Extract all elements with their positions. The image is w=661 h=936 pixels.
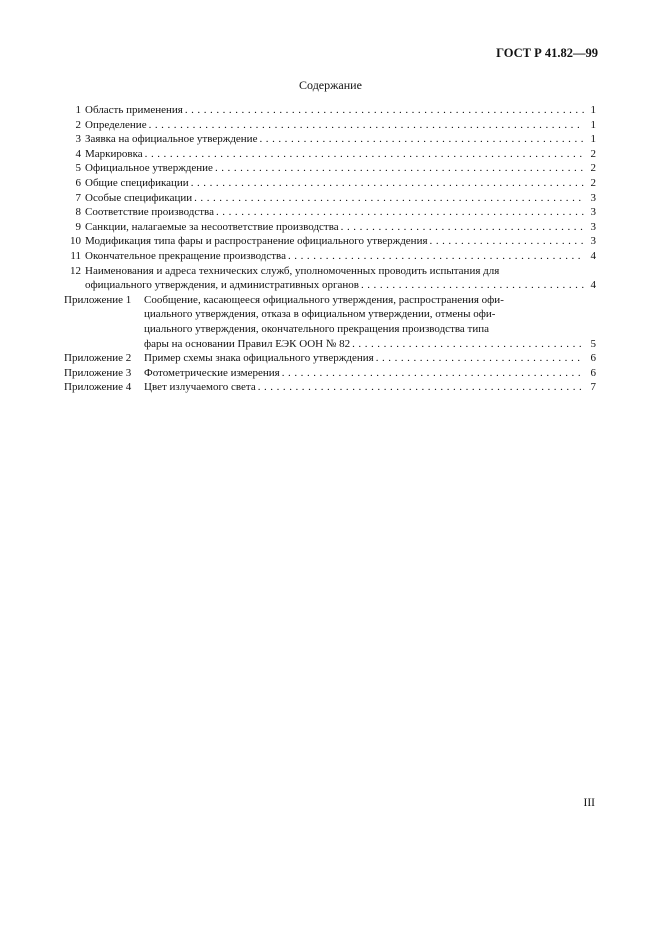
dot-leader xyxy=(376,351,584,366)
toc-entry-text: Определение xyxy=(85,118,147,131)
toc-page-number: 2 xyxy=(590,162,596,175)
document-code: ГОСТ Р 41.82—99 xyxy=(496,46,598,60)
toc-section-entry xyxy=(64,147,596,162)
toc-page-number: 3 xyxy=(590,206,596,219)
toc-page-number: 7 xyxy=(590,381,596,394)
toc-section-entry xyxy=(64,264,596,293)
table-of-contents xyxy=(64,103,596,395)
dot-leader xyxy=(191,176,584,191)
section-number: 1 xyxy=(75,104,81,116)
toc-section-entry xyxy=(64,191,596,206)
dot-leader xyxy=(258,380,584,395)
page-number: III xyxy=(583,797,595,809)
section-number: 2 xyxy=(75,118,81,131)
toc-entry-text: Официальное утверждение xyxy=(85,162,213,175)
toc-entry-text: Особые спецификации xyxy=(85,191,193,204)
toc-section-entry xyxy=(64,132,596,147)
appendix-label: Приложение 4 xyxy=(64,381,132,394)
dot-leader xyxy=(341,220,584,235)
toc-page-number: 6 xyxy=(590,366,596,379)
toc-entry-text: Маркировка xyxy=(85,147,143,160)
toc-section-entry xyxy=(64,103,596,118)
toc-section-entry xyxy=(64,176,596,191)
section-number: 6 xyxy=(75,176,81,189)
toc-entry-text: официального утверждения, и административных органов xyxy=(85,279,359,292)
dot-leader xyxy=(149,118,584,133)
toc-page-number: 3 xyxy=(590,235,596,248)
toc-page-number: 1 xyxy=(590,104,596,116)
dot-leader xyxy=(145,147,584,162)
section-number: 12 xyxy=(70,264,81,277)
toc-section-entry xyxy=(64,249,596,264)
dot-leader xyxy=(282,366,584,381)
toc-entry-text: Пример схемы знака официального утверждения xyxy=(144,352,374,365)
section-number: 7 xyxy=(75,191,81,204)
toc-entry-text: Окончательное прекращение производства xyxy=(85,249,286,262)
section-number: 3 xyxy=(75,133,81,146)
toc-title: Содержание xyxy=(299,78,362,92)
toc-page-number: 4 xyxy=(590,279,596,292)
toc-appendix-entry xyxy=(64,366,596,381)
toc-page-number: 3 xyxy=(590,220,596,233)
dot-leader xyxy=(194,191,584,206)
toc-section-entry xyxy=(64,234,596,249)
toc-entry-text: Наименования и адреса технических служб, уполномоченных проводить испытания для xyxy=(85,264,500,277)
appendix-label: Приложение 1 xyxy=(64,293,132,306)
section-number: 8 xyxy=(75,206,81,219)
toc-entry-text: Соответствие производства xyxy=(85,206,214,219)
dot-leader xyxy=(216,205,584,220)
toc-entry-text: Фотометрические измерения xyxy=(144,366,280,379)
appendix-label: Приложение 3 xyxy=(64,366,132,379)
dot-leader xyxy=(361,278,584,293)
dot-leader xyxy=(430,234,584,249)
toc-entry-text: Сообщение, касающееся официального утверждения, распространения офи- xyxy=(144,293,504,306)
toc-appendix-entry xyxy=(64,293,596,351)
section-number: 9 xyxy=(75,220,81,233)
dot-leader xyxy=(215,161,584,176)
dot-leader xyxy=(185,103,584,118)
toc-entry-text: Общие спецификации xyxy=(85,176,189,189)
toc-appendix-entry xyxy=(64,351,596,366)
toc-page-number: 3 xyxy=(590,191,596,204)
section-number: 10 xyxy=(70,235,81,248)
toc-page-number: 2 xyxy=(590,176,596,189)
toc-section-entry xyxy=(64,205,596,220)
section-number: 11 xyxy=(70,249,81,262)
toc-page-number: 1 xyxy=(590,118,596,131)
toc-entry-text: Модификация типа фары и распространение официального утверждения xyxy=(85,235,428,248)
toc-section-entry xyxy=(64,220,596,235)
toc-entry-text: Заявка на официальное утверждение xyxy=(85,133,258,146)
toc-entry-text: циального утверждения, окончательного прекращения производства типа xyxy=(144,322,490,335)
toc-page-number: 6 xyxy=(590,352,596,365)
appendix-label: Приложение 2 xyxy=(64,352,132,365)
toc-page-number: 5 xyxy=(590,337,596,350)
toc-entry-text: циального утверждения, отказа в официальном утверждении, отмены офи- xyxy=(144,308,496,321)
section-number: 4 xyxy=(75,147,81,160)
dot-leader xyxy=(352,337,584,352)
toc-page-number: 1 xyxy=(590,133,596,146)
toc-section-entry xyxy=(64,118,596,133)
section-number: 5 xyxy=(75,162,81,175)
toc-page-number: 2 xyxy=(590,147,596,160)
toc-entry-text: Область применения xyxy=(85,104,183,116)
dot-leader xyxy=(288,249,584,264)
toc-entry-text: фары на основании Правил ЕЭК ООН № 82 xyxy=(144,337,351,350)
toc-page-number: 4 xyxy=(590,249,596,262)
toc-entry-text: Цвет излучаемого света xyxy=(144,381,256,394)
toc-entry-text: Санкции, налагаемые за несоответствие производства xyxy=(85,220,339,233)
toc-appendix-entry xyxy=(64,380,596,395)
dot-leader xyxy=(259,132,584,147)
toc-section-entry xyxy=(64,161,596,176)
